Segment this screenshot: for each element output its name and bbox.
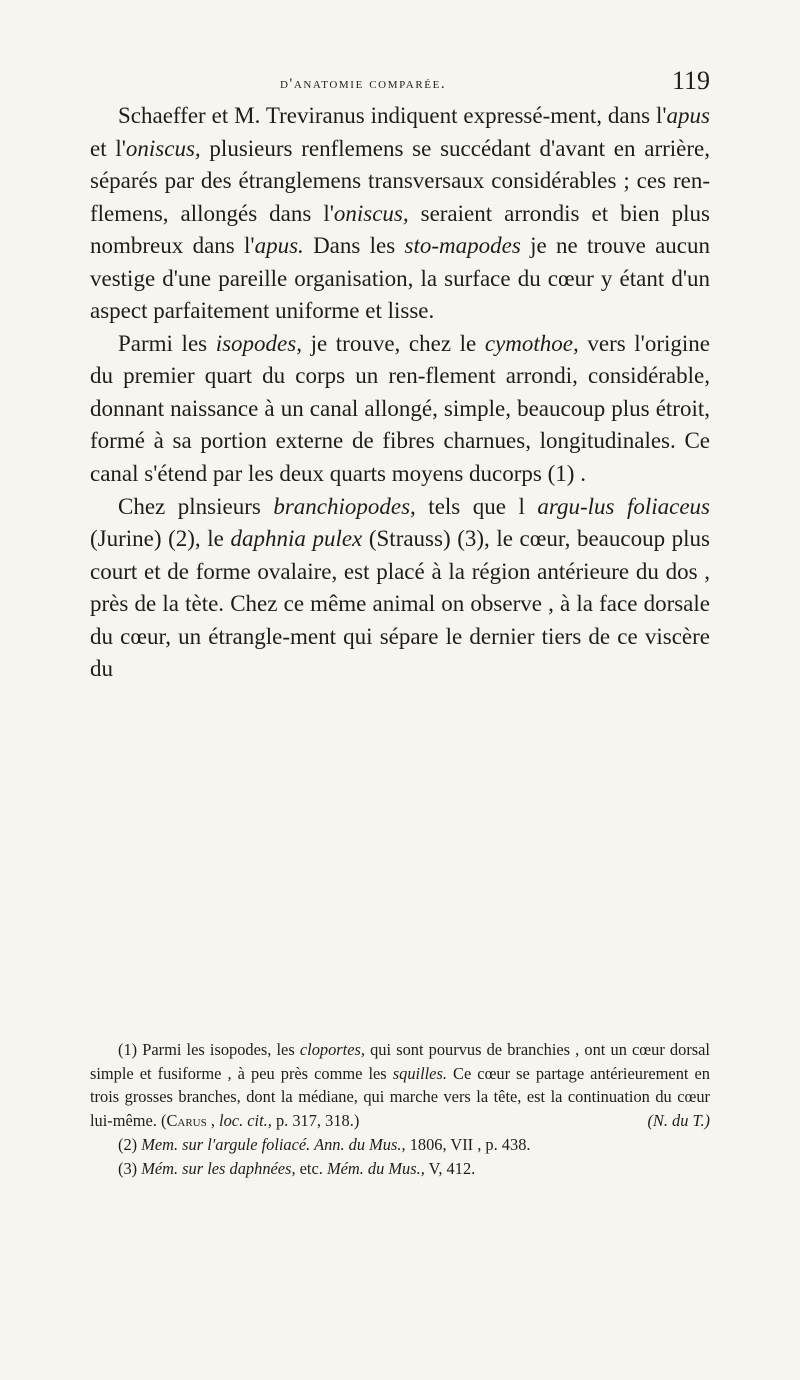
- italic-term: squilles.: [392, 1063, 447, 1083]
- footnote-1: [90, 1038, 710, 1133]
- italic-term: sto-mapodes: [404, 233, 521, 259]
- text-run: p. 317, 318.): [271, 1111, 360, 1131]
- italic-term: Mem. sur l'argule foliacé. Ann. du Mus.,: [141, 1134, 406, 1154]
- italic-term: Mém. du Mus.,: [326, 1158, 425, 1178]
- text-run: Parmi les: [118, 330, 216, 356]
- text-run: tels que l: [415, 493, 538, 519]
- text-run: V, 412.: [424, 1158, 476, 1178]
- italic-term: daphnia pulex: [230, 526, 363, 552]
- text-run: etc.: [295, 1158, 327, 1178]
- text-run: (Strauss) (3), le cœur, beaucoup plus court et de forme ovalaire, est placé à la région antérieure du dos , près de la tète. Chez ce même animal on observe , à la face dorsale du cœur, un étrangle-ment qui sépare le dernier tiers de ce viscère du: [90, 526, 710, 682]
- text-run: je trouve, chez le: [301, 330, 485, 356]
- text-run: ,: [206, 1111, 220, 1131]
- page-number: 119: [671, 66, 710, 95]
- italic-term: loc. cit.,: [219, 1111, 272, 1131]
- footnotes: [90, 1038, 710, 1180]
- text-run: et l': [90, 135, 126, 161]
- author-name: Carus: [166, 1111, 207, 1131]
- text-run: (3): [118, 1158, 142, 1178]
- text-run: vers l'origine du premier quart du corps un ren-flement arrondi, considérable, donnant naissance à un canal allongé, simple, beaucoup plus étroit, formé à sa portion externe de fibres charnues, longitudinales. Ce canal s'étend par les deux quarts moyens ducorps (1) .: [90, 330, 710, 487]
- italic-term: apus.: [254, 233, 304, 259]
- body-text: [90, 100, 710, 686]
- text-run: Dans les: [303, 233, 405, 259]
- footnote-2: [90, 1133, 710, 1157]
- text-run: qui sont pourvus de branchies , ont un cœur dorsal simple et fusiforme , à peu près comme les: [90, 1040, 710, 1083]
- italic-term: oniscus,: [333, 200, 409, 226]
- text-run: (Jurine) (2), le: [90, 526, 231, 552]
- italic-term: apus: [666, 103, 710, 128]
- italic-term: argu-lus foliaceus: [537, 493, 710, 519]
- paragraph-1: [90, 100, 710, 328]
- paragraph-2: [90, 328, 710, 491]
- text-run: Schaeffer et M. Treviranus indiquent expressé-ment, dans l': [118, 103, 667, 128]
- text-run: plusieurs renflemens se succédant d'avant en arrière, séparés par des étranglemens transversaux considérables ; ces ren-flemens, allongés dans l': [90, 135, 710, 226]
- italic-term: cymothoe,: [484, 330, 579, 356]
- paragraph-3: [90, 491, 710, 686]
- text-run: Chez plnsieurs: [118, 493, 274, 519]
- page-header: [90, 60, 710, 100]
- text-run: (2): [118, 1134, 142, 1154]
- text-run: 1806, VII , p. 438.: [405, 1134, 531, 1154]
- italic-term: Mém. sur les daphnées,: [141, 1158, 296, 1178]
- italic-term: branchiopodes,: [273, 493, 416, 519]
- text-run: Ce cœur se partage antérieurement en trois grosses branches, dont la médiane, qui marche vers la tête, est la continuation du cœur lui-même. (: [90, 1063, 711, 1131]
- footnote-3: [90, 1157, 710, 1181]
- italic-term: oniscus,: [125, 135, 201, 161]
- translator-note: (N. du T.): [647, 1111, 710, 1131]
- italic-term: isopodes,: [215, 330, 302, 356]
- text-run: (1) Parmi les isopodes, les: [118, 1040, 300, 1059]
- running-head: d'anatomie comparée.: [280, 76, 447, 92]
- text-run: seraient arrondis et bien plus nombreux dans l': [90, 200, 710, 259]
- italic-term: cloportes,: [299, 1040, 365, 1059]
- text-run: je ne trouve aucun vestige d'une pareille organisation, la surface du cœur y étant d'un aspect parfaitement uniforme et lisse.: [90, 233, 711, 324]
